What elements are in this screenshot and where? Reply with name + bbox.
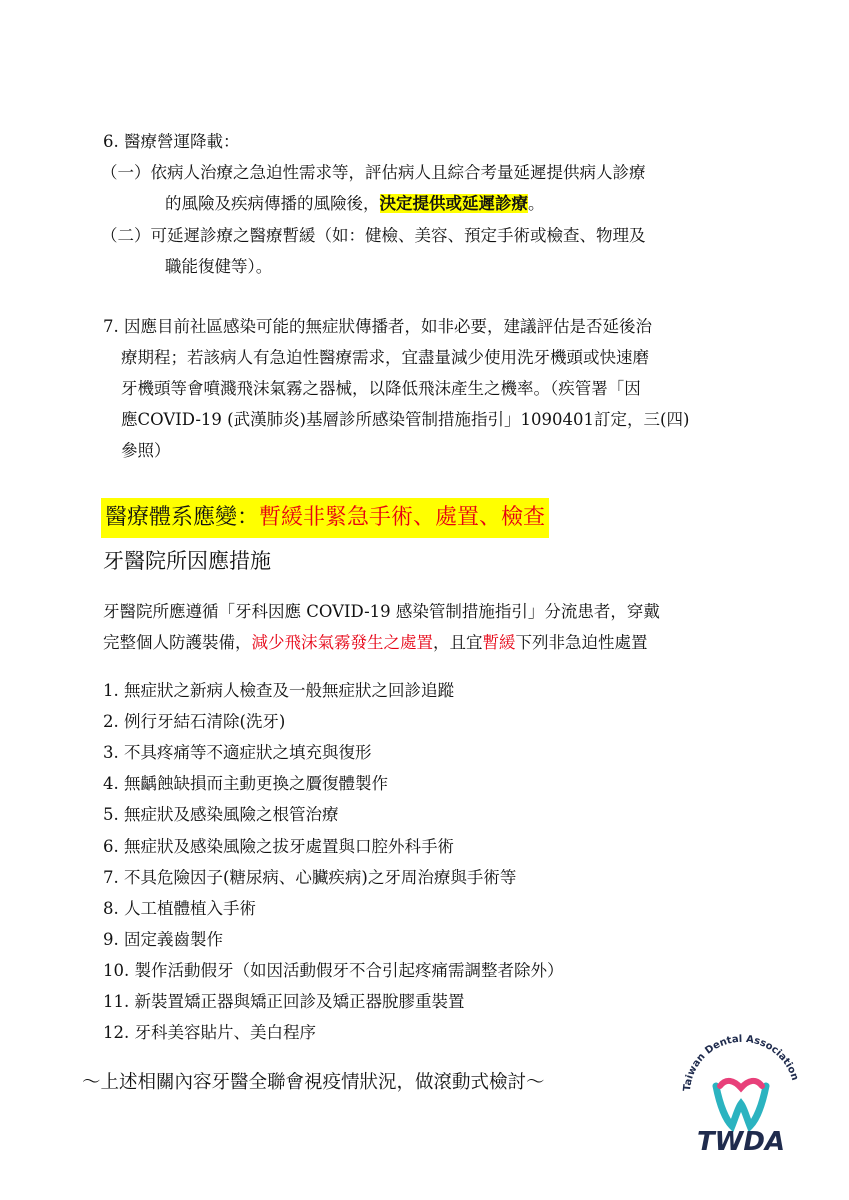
intro-red-phrase: 減少飛沫氣霧發生之處置: [251, 633, 433, 652]
list-item: 5. 無症狀及感染風險之根管治療: [103, 805, 339, 824]
intro-red-pause: 暫緩: [482, 633, 516, 652]
section7-line4: 應COVID-19 (武漢肺炎)基層診所感染管制措施指引」1090401訂定，三(四): [121, 410, 690, 429]
list-item: 11. 新裝置矯正器與矯正回診及矯正器脫膠重裝置: [103, 992, 465, 1011]
list-item: 9. 固定義齒製作: [103, 930, 223, 949]
twda-logo-graphic: [676, 1028, 806, 1158]
intro-line2-post: 下列非急迫性處置: [515, 633, 648, 652]
intro-line2-pre: 完整個人防護裝備，: [103, 633, 252, 652]
section6-item2-line2: 職能復健等）。: [165, 257, 273, 276]
banner-red-text: 暫緩非緊急手術、處置、檢查: [259, 505, 546, 530]
tooth-crown-icon: [720, 1081, 762, 1088]
footer-note: ～上述相關內容牙醫全聯會視疫情狀況，做滾動式檢討～: [82, 1072, 545, 1093]
section6-item2-line1: （二）可延遲診療之醫療暫緩（如：健檢、美容、預定手術或檢查、物理及: [101, 226, 646, 245]
section6-title: 6. 醫療營運降載：: [103, 132, 240, 151]
intro-line2: [103, 632, 648, 654]
section6-item1-line2-post: 。: [528, 194, 545, 213]
twda-logo: [676, 1028, 806, 1158]
section7-line1: 7. 因應目前社區感染可能的無症狀傳播者，如非必要，建議評估是否延後治: [103, 317, 652, 336]
highlight-decision: 決定提供或延遲診療: [379, 194, 528, 213]
section6-item1-line1: （一）依病人治療之急迫性需求等，評估病人且綜合考量延遲提供病人診療: [101, 163, 646, 182]
list-item: 2. 例行牙結石清除(洗牙): [103, 712, 286, 731]
list-item: 6. 無症狀及感染風險之拔牙處置與口腔外科手術: [103, 837, 454, 856]
list-item: 7. 不具危險因子(糖尿病、心臟疾病)之牙周治療與手術等: [103, 868, 517, 887]
logo-wordmark: TWDA: [696, 1127, 786, 1157]
section6-item1-line2: [165, 193, 545, 215]
section6-item1-line2-pre: 的風險及疾病傳播的風險後，: [165, 194, 380, 213]
list-item: 4. 無齲蝕缺損而主動更換之贗復體製作: [103, 774, 388, 793]
list-item: 1. 無症狀之新病人檢查及一般無症狀之回診追蹤: [103, 681, 454, 700]
response-banner: [101, 498, 549, 538]
logo-arc-text: Taiwan Dental Association: [681, 1033, 801, 1092]
subheading: 牙醫院所因應措施: [103, 549, 271, 573]
list-item: 12. 牙科美容貼片、美白程序: [103, 1023, 316, 1042]
section7-line3: 牙機頭等會噴濺飛沫氣霧之器械，以降低飛沫產生之機率。（疾管署「因: [121, 379, 641, 398]
section7-line5: 參照）: [121, 441, 171, 460]
list-item: 8. 人工植體植入手術: [103, 899, 256, 918]
list-item: 3. 不具疼痛等不適症狀之填充與復形: [103, 743, 372, 762]
intro-line2-mid: ，且宜: [433, 633, 483, 652]
intro-line1: 牙醫院所應遵循「牙科因應 COVID-19 感染管制措施指引」分流患者，穿戴: [103, 602, 660, 621]
banner-prefix: 醫療體系應變：: [105, 505, 260, 530]
section7-line2: 療期程；若該病人有急迫性醫療需求，宜盡量減少使用洗牙機頭或快速磨: [121, 348, 649, 367]
list-item: 10. 製作活動假牙（如因活動假牙不合引起疼痛需調整者除外）: [103, 961, 564, 980]
